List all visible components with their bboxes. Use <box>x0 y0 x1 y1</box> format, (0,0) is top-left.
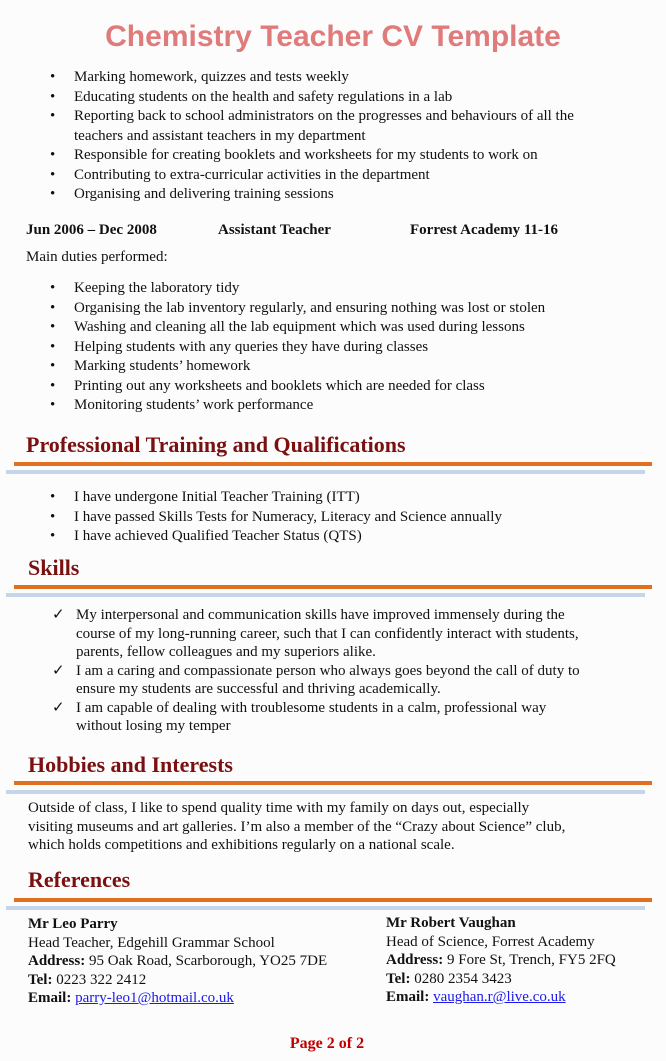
blue-rule <box>6 906 645 910</box>
item-text: I have undergone Initial Teacher Training (ITT) <box>74 489 360 505</box>
item-text: Helping students with any queries they have during classes <box>74 338 429 355</box>
references-heading: References <box>28 867 131 892</box>
item-text: I am a caring and compassionate person who always goes beyond the call of duty to ensure my students are successful and thriving academically. <box>76 662 580 697</box>
reference-email-link[interactable]: vaughan.r@live.co.uk <box>433 989 566 1005</box>
list-item: • Helping students with any queries they have during classes <box>50 338 429 355</box>
address-label: Address: <box>28 953 86 969</box>
list-item: • Printing out any worksheets and booklets which are needed for class <box>50 377 485 394</box>
job-dates: Jun 2006 – Dec 2008 <box>26 222 157 238</box>
orange-rule <box>14 462 652 466</box>
blue-rule <box>6 593 645 597</box>
list-item: • Monitoring students’ work performance <box>50 397 314 413</box>
item-text: I am capable of dealing with troublesome students in a calm, professional way without losing my temper <box>76 699 547 734</box>
item-text: Reporting back to school administrators on the progresses and behaviours of all the teachers and assistant teachers in my department <box>74 108 574 144</box>
checkmark-icon: ✓ <box>52 699 65 716</box>
item-text: Marking homework, quizzes and tests weekly <box>74 69 349 85</box>
list-item <box>0 699 586 736</box>
item-text: Responsible for creating booklets and worksheets for my students to work on <box>74 147 538 163</box>
reference-address: 95 Oak Road, Scarborough, YO25 7DE <box>88 953 328 969</box>
orange-rule <box>14 781 652 785</box>
reference-email-link[interactable]: parry-leo1@hotmail.co.uk <box>75 990 234 1006</box>
item-text: Printing out any worksheets and booklets which are needed for class <box>74 377 485 394</box>
list-item: • Contributing to extra-curricular activities in the department <box>50 166 430 183</box>
reference-tel: 0280 2354 3423 <box>414 970 512 987</box>
training-list <box>0 488 666 547</box>
list-item: • Organising the lab inventory regularly, and ensuring nothing was lost or stolen <box>50 299 546 316</box>
checkmark-icon: ✓ <box>52 607 65 623</box>
orange-rule <box>14 898 652 902</box>
item-text: Washing and cleaning all the lab equipment which was used during lessons <box>74 319 525 335</box>
orange-rule <box>14 585 652 589</box>
list-item: • Marking homework, quizzes and tests weekly <box>50 69 349 85</box>
item-text: I have passed Skills Tests for Numeracy, Literacy and Science annually <box>74 508 502 525</box>
item-text: My interpersonal and communication skills have improved immensely during the course of my long-running career, such that I can confidently interact with students, parents, fellow colleagues and my superiors alike. <box>76 607 579 660</box>
hobbies-heading: Hobbies and Interests <box>28 752 233 777</box>
reference-name: Mr Leo Parry <box>28 916 118 932</box>
list-item: • I have undergone Initial Teacher Training (ITT) <box>50 489 360 505</box>
list-item: • Responsible for creating booklets and worksheets for my students to work on <box>50 147 538 163</box>
reference-name: Mr Robert Vaughan <box>386 915 516 931</box>
reference-2 <box>386 914 616 1007</box>
list-item <box>0 606 586 662</box>
tel-label: Tel: <box>386 970 411 987</box>
email-label: Email: <box>386 989 430 1005</box>
reference-position: Head Teacher, Edgehill Grammar School <box>28 934 275 951</box>
list-item: • Organising and delivering training sessions <box>50 186 334 202</box>
job-intro: Main duties performed: <box>26 249 168 265</box>
list-item: • I have passed Skills Tests for Numeracy, Literacy and Science annually <box>50 508 502 525</box>
list-item: • I have achieved Qualified Teacher Status (QTS) <box>50 528 362 544</box>
item-text: Monitoring students’ work performance <box>74 397 314 413</box>
list-item: • Keeping the laboratory tidy <box>50 280 240 296</box>
training-heading: Professional Training and Qualifications <box>26 432 406 457</box>
item-text: Contributing to extra-curricular activities in the department <box>74 166 430 183</box>
item-text: Keeping the laboratory tidy <box>74 280 240 296</box>
item-text: Marking students’ homework <box>74 358 251 374</box>
job-role: Assistant Teacher <box>218 222 331 238</box>
reference-address: 9 Fore St, Trench, FY5 2FQ <box>446 952 616 968</box>
tel-label: Tel: <box>28 971 53 988</box>
skills-list <box>0 606 586 736</box>
skills-heading: Skills <box>28 555 80 580</box>
list-item: • Marking students’ homework <box>50 358 251 374</box>
reference-position: Head of Science, Forrest Academy <box>386 933 595 950</box>
checkmark-icon: ✓ <box>52 662 65 679</box>
blue-rule <box>6 470 645 474</box>
reference-1 <box>28 915 327 1008</box>
page-number: Page 2 of 2 <box>289 1035 365 1052</box>
item-text: Organising and delivering training sessions <box>74 186 334 202</box>
job-duties-list <box>0 279 666 416</box>
list-item <box>0 662 586 699</box>
address-label: Address: <box>386 952 444 968</box>
duties-list-previous <box>0 68 666 205</box>
email-label: Email: <box>28 990 72 1006</box>
hobbies-text: Outside of class, I like to spend quality time with my family on days out, especially visiting museums and art galleries. I’m also a member of the “Crazy about Science” club, which holds competitions and exhibitions regularly on a national scale. <box>28 800 566 853</box>
blue-rule <box>6 790 645 794</box>
reference-tel: 0223 322 2412 <box>56 971 147 988</box>
list-item: • Washing and cleaning all the lab equipment which was used during lessons <box>50 319 525 335</box>
item-text: I have achieved Qualified Teacher Status (QTS) <box>74 528 362 544</box>
item-text: Educating students on the health and safety regulations in a lab <box>74 88 453 105</box>
job-employer: Forrest Academy 11-16 <box>410 222 559 238</box>
item-text: Organising the lab inventory regularly, and ensuring nothing was lost or stolen <box>74 299 546 316</box>
list-item: • Reporting back to school administrators on the progresses and behaviours of all the teachers and assistant teachers in my department <box>50 108 574 144</box>
page-title: Chemistry Teacher CV Template <box>105 20 561 53</box>
list-item: • Educating students on the health and safety regulations in a lab <box>50 88 453 105</box>
